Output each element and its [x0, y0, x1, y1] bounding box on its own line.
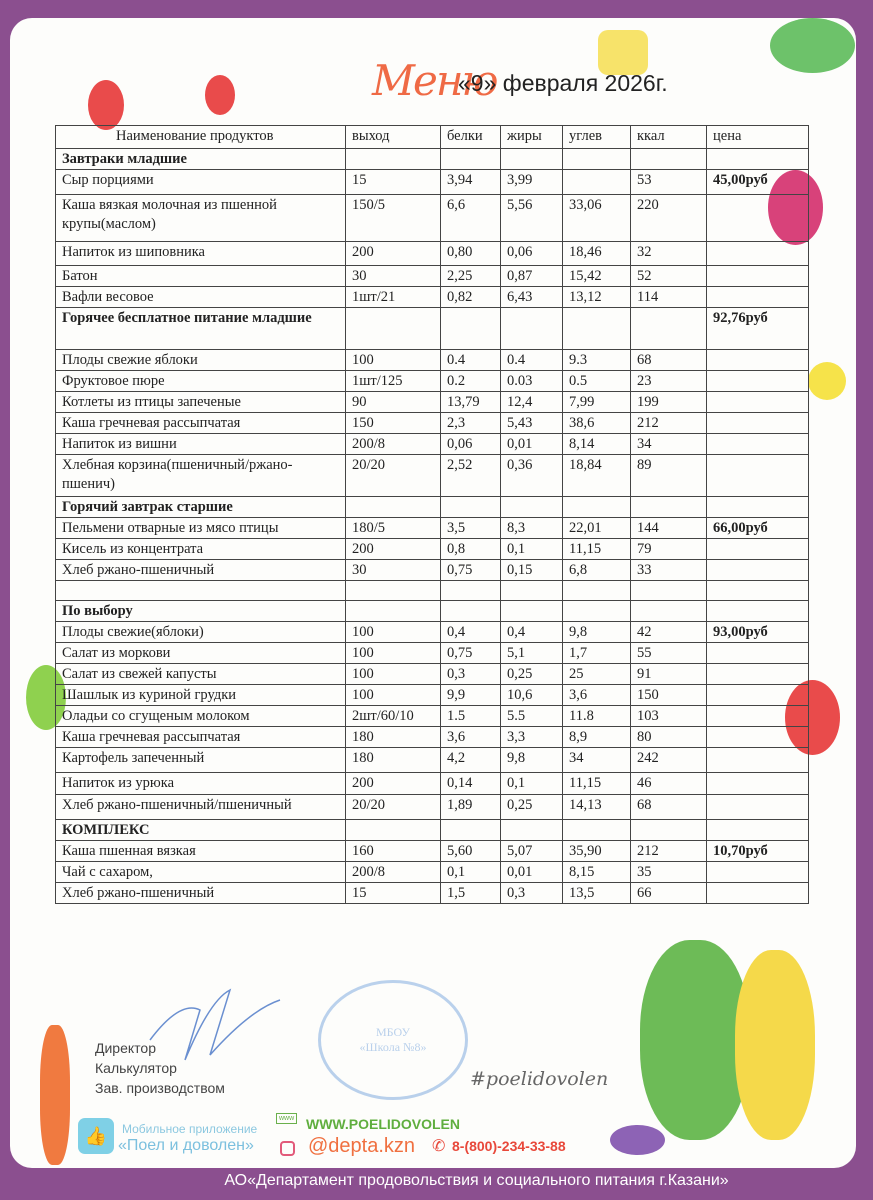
portion-cell: 100 — [346, 664, 441, 685]
fat-cell: 0,1 — [501, 773, 563, 795]
portion-cell: 100 — [346, 685, 441, 706]
price-cell: 66,00руб — [707, 518, 809, 539]
fat-cell: 0.4 — [501, 350, 563, 371]
kcal-cell — [631, 308, 707, 350]
price-cell — [707, 149, 809, 170]
fat-cell — [501, 820, 563, 841]
table-row — [56, 413, 809, 434]
kcal-cell — [631, 497, 707, 518]
protein-cell: 3,94 — [441, 170, 501, 195]
product-name-cell: Фруктовое пюре — [56, 371, 346, 392]
protein-cell: 3,5 — [441, 518, 501, 539]
portion-cell — [346, 149, 441, 170]
table-row — [56, 706, 809, 727]
table-row — [56, 643, 809, 664]
protein-cell: 1,5 — [441, 883, 501, 904]
fat-cell: 12,4 — [501, 392, 563, 413]
carbs-cell — [563, 308, 631, 350]
price-cell — [707, 434, 809, 455]
fat-cell: 0,06 — [501, 242, 563, 266]
fat-cell: 5,43 — [501, 413, 563, 434]
protein-cell: 0,82 — [441, 287, 501, 308]
banana-character-icon — [735, 950, 815, 1140]
phone-icon: ✆ — [432, 1138, 446, 1155]
product-name-cell: Плоды свежие(яблоки) — [56, 622, 346, 643]
price-cell — [707, 601, 809, 622]
fat-cell — [501, 601, 563, 622]
product-name-cell: Напиток из урюка — [56, 773, 346, 795]
column-header: белки — [441, 126, 501, 149]
kcal-cell: 55 — [631, 643, 707, 664]
table-row — [56, 664, 809, 685]
portion-cell: 30 — [346, 560, 441, 581]
kcal-cell: 66 — [631, 883, 707, 904]
carbs-cell: 7,99 — [563, 392, 631, 413]
price-cell — [707, 820, 809, 841]
carbs-cell — [563, 820, 631, 841]
portion-cell: 180/5 — [346, 518, 441, 539]
price-cell — [707, 862, 809, 883]
table-row — [56, 350, 809, 371]
tomato-character-icon — [88, 80, 124, 130]
fat-cell: 6,43 — [501, 287, 563, 308]
product-name-cell: Каша пшенная вязкая — [56, 841, 346, 862]
product-name-cell: По выбору — [56, 601, 346, 622]
fat-cell: 0,15 — [501, 560, 563, 581]
www-icon: www — [276, 1113, 297, 1124]
fat-cell — [501, 497, 563, 518]
kcal-cell: 103 — [631, 706, 707, 727]
kcal-cell: 34 — [631, 434, 707, 455]
fat-cell: 0,01 — [501, 862, 563, 883]
price-cell — [707, 560, 809, 581]
fat-cell — [501, 308, 563, 350]
product-name-cell: Завтраки младшие — [56, 149, 346, 170]
portion-cell: 15 — [346, 883, 441, 904]
protein-cell: 1.5 — [441, 706, 501, 727]
price-cell — [707, 413, 809, 434]
protein-cell: 3,6 — [441, 727, 501, 748]
price-cell — [707, 773, 809, 795]
calculator-label: Калькулятор — [95, 1060, 177, 1076]
fat-cell: 0,1 — [501, 539, 563, 560]
portion-cell: 180 — [346, 748, 441, 773]
portion-cell — [346, 601, 441, 622]
kcal-cell: 144 — [631, 518, 707, 539]
portion-cell: 30 — [346, 266, 441, 287]
head-production-label: Зав. производством — [95, 1080, 225, 1096]
portion-cell: 20/20 — [346, 795, 441, 820]
product-name-cell: КОМПЛЕКС — [56, 820, 346, 841]
portion-cell: 200 — [346, 539, 441, 560]
column-header: цена — [707, 126, 809, 149]
carbs-cell: 8,9 — [563, 727, 631, 748]
stamp-line: «Школа №8» — [359, 1040, 427, 1054]
carbs-cell — [563, 149, 631, 170]
table-row — [56, 539, 809, 560]
product-name-cell: Оладьи со сгущеным молоком — [56, 706, 346, 727]
kcal-cell: 33 — [631, 560, 707, 581]
protein-cell: 0,8 — [441, 539, 501, 560]
table-row — [56, 883, 809, 904]
protein-cell: 0,75 — [441, 643, 501, 664]
carbs-cell: 33,06 — [563, 195, 631, 242]
table-row — [56, 773, 809, 795]
price-cell — [707, 727, 809, 748]
tomato-character-icon — [205, 75, 235, 115]
kcal-cell: 79 — [631, 539, 707, 560]
carbs-cell: 11,15 — [563, 773, 631, 795]
protein-cell: 2,25 — [441, 266, 501, 287]
kcal-cell: 89 — [631, 455, 707, 497]
kcal-cell: 68 — [631, 350, 707, 371]
price-cell — [707, 266, 809, 287]
price-cell — [707, 795, 809, 820]
table-row — [56, 455, 809, 497]
protein-cell — [441, 149, 501, 170]
portion-cell: 100 — [346, 350, 441, 371]
section-row — [56, 497, 809, 518]
menu-table — [55, 125, 809, 904]
portion-cell: 150/5 — [346, 195, 441, 242]
protein-cell: 0,14 — [441, 773, 501, 795]
menu-title: Меню — [372, 56, 497, 105]
price-cell: 10,70руб — [707, 841, 809, 862]
price-cell — [707, 350, 809, 371]
table-row — [56, 170, 809, 195]
price-cell — [707, 497, 809, 518]
instagram-handle[interactable]: @depta.kzn — [308, 1135, 416, 1157]
fat-cell: 0,4 — [501, 622, 563, 643]
portion-cell: 1шт/21 — [346, 287, 441, 308]
price-cell — [707, 539, 809, 560]
carbs-cell: 13,5 — [563, 883, 631, 904]
table-row — [56, 560, 809, 581]
product-name-cell: Салат из свежей капусты — [56, 664, 346, 685]
product-name-cell: Хлеб ржано-пшеничный — [56, 560, 346, 581]
kcal-cell: 91 — [631, 664, 707, 685]
kcal-cell: 212 — [631, 841, 707, 862]
instagram-icon — [280, 1141, 295, 1156]
protein-cell — [441, 308, 501, 350]
product-name-cell: Горячий завтрак старшие — [56, 497, 346, 518]
table-row — [56, 287, 809, 308]
product-name-cell: Салат из моркови — [56, 643, 346, 664]
fat-cell: 5,1 — [501, 643, 563, 664]
carbs-cell — [563, 170, 631, 195]
portion-cell: 200/8 — [346, 434, 441, 455]
lettuce-icon — [770, 18, 855, 73]
product-name-cell: Котлеты из птицы запеченые — [56, 392, 346, 413]
portion-cell: 15 — [346, 170, 441, 195]
portion-cell — [346, 497, 441, 518]
product-name-cell: Чай с сахаром, — [56, 862, 346, 883]
menu-date: «9» февраля 2026г. — [458, 70, 668, 96]
protein-cell: 13,79 — [441, 392, 501, 413]
table-row — [56, 266, 809, 287]
kcal-cell: 114 — [631, 287, 707, 308]
portion-cell: 2шт/60/10 — [346, 706, 441, 727]
fat-cell: 0,25 — [501, 795, 563, 820]
carbs-cell: 15,42 — [563, 266, 631, 287]
app-icon: 👍 — [78, 1118, 114, 1154]
protein-cell: 0,80 — [441, 242, 501, 266]
price-cell — [707, 706, 809, 727]
carbs-cell: 11,15 — [563, 539, 631, 560]
carbs-cell: 8,14 — [563, 434, 631, 455]
product-name-cell: Кисель из концентрата — [56, 539, 346, 560]
fat-cell: 0,36 — [501, 455, 563, 497]
fat-cell: 5.5 — [501, 706, 563, 727]
carbs-cell: 11.8 — [563, 706, 631, 727]
product-name-cell: Напиток из вишни — [56, 434, 346, 455]
section-row — [56, 601, 809, 622]
broccoli-character-icon — [640, 940, 750, 1140]
table-row — [56, 195, 809, 242]
protein-cell — [441, 820, 501, 841]
product-name-cell: Каша вязкая молочная из пшенной крупы(маслом) — [56, 195, 346, 242]
carbs-cell: 6,8 — [563, 560, 631, 581]
kcal-cell — [631, 601, 707, 622]
stamp — [318, 980, 468, 1100]
product-name-cell: Каша гречневая рассыпчатая — [56, 413, 346, 434]
price-cell — [707, 392, 809, 413]
table-row — [56, 862, 809, 883]
stamp-line: МБОУ — [376, 1025, 410, 1039]
protein-cell — [441, 497, 501, 518]
price-cell — [707, 748, 809, 773]
portion-cell: 100 — [346, 643, 441, 664]
candy-icon — [610, 1125, 665, 1155]
product-name-cell — [56, 581, 346, 601]
table-row — [56, 685, 809, 706]
price-cell — [707, 581, 809, 601]
product-name-cell: Пельмени отварные из мясо птицы — [56, 518, 346, 539]
portion-cell: 200 — [346, 242, 441, 266]
kcal-cell — [631, 149, 707, 170]
product-name-cell: Картофель запеченный — [56, 748, 346, 773]
table-row — [56, 242, 809, 266]
product-name-cell: Хлеб ржано-пшеничный — [56, 883, 346, 904]
protein-cell: 1,89 — [441, 795, 501, 820]
carbs-cell: 34 — [563, 748, 631, 773]
protein-cell: 0,4 — [441, 622, 501, 643]
kcal-cell — [631, 820, 707, 841]
kcal-cell: 68 — [631, 795, 707, 820]
kcal-cell — [631, 581, 707, 601]
portion-cell — [346, 308, 441, 350]
table-row — [56, 392, 809, 413]
column-header: Наименование продуктов — [56, 126, 346, 149]
product-name-cell: Каша гречневая рассыпчатая — [56, 727, 346, 748]
carbs-cell: 14,13 — [563, 795, 631, 820]
protein-cell: 6,6 — [441, 195, 501, 242]
app-label: Мобильное приложение — [122, 1122, 258, 1136]
table-row — [56, 622, 809, 643]
fat-cell — [501, 581, 563, 601]
table-row — [56, 434, 809, 455]
kcal-cell: 46 — [631, 773, 707, 795]
table-row — [56, 748, 809, 773]
app-name: «Поел и доволен» — [118, 1137, 254, 1154]
carbs-cell: 1,7 — [563, 643, 631, 664]
kcal-cell: 242 — [631, 748, 707, 773]
carbs-cell: 0.5 — [563, 371, 631, 392]
portion-cell: 150 — [346, 413, 441, 434]
column-header: выход — [346, 126, 441, 149]
protein-cell: 0,06 — [441, 434, 501, 455]
fat-cell: 9,8 — [501, 748, 563, 773]
signature — [140, 980, 290, 1070]
carbs-cell: 18,84 — [563, 455, 631, 497]
table-row — [56, 371, 809, 392]
portion-cell: 200/8 — [346, 862, 441, 883]
table-row — [56, 841, 809, 862]
price-cell — [707, 287, 809, 308]
column-header: ккал — [631, 126, 707, 149]
protein-cell — [441, 581, 501, 601]
protein-cell: 2,52 — [441, 455, 501, 497]
kcal-cell: 199 — [631, 392, 707, 413]
fat-cell — [501, 149, 563, 170]
price-cell: 93,00руб — [707, 622, 809, 643]
carbs-cell: 3,6 — [563, 685, 631, 706]
product-name-cell: Батон — [56, 266, 346, 287]
table-row — [56, 727, 809, 748]
price-cell: 92,76руб — [707, 308, 809, 350]
price-cell — [707, 195, 809, 242]
fat-cell: 5,56 — [501, 195, 563, 242]
carbs-cell: 22,01 — [563, 518, 631, 539]
carbs-cell — [563, 497, 631, 518]
product-name-cell: Сыр порциями — [56, 170, 346, 195]
kcal-cell: 35 — [631, 862, 707, 883]
kcal-cell: 220 — [631, 195, 707, 242]
section-row — [56, 308, 809, 350]
kcal-cell: 53 — [631, 170, 707, 195]
protein-cell: 0.2 — [441, 371, 501, 392]
protein-cell: 0,75 — [441, 560, 501, 581]
hashtag: #poelidovolen — [470, 1068, 609, 1090]
fat-cell: 3,99 — [501, 170, 563, 195]
price-cell — [707, 664, 809, 685]
fat-cell: 0,87 — [501, 266, 563, 287]
carbs-cell: 9,8 — [563, 622, 631, 643]
product-name-cell: Напиток из шиповника — [56, 242, 346, 266]
price-cell: 45,00руб — [707, 170, 809, 195]
director-label: Директор — [95, 1040, 156, 1056]
kcal-cell: 212 — [631, 413, 707, 434]
protein-cell — [441, 601, 501, 622]
kcal-cell: 150 — [631, 685, 707, 706]
website-link[interactable]: WWW.POELIDOVOLEN — [306, 1116, 460, 1132]
fat-cell: 0.03 — [501, 371, 563, 392]
cheese-character-icon — [598, 30, 648, 75]
carbs-cell — [563, 581, 631, 601]
kcal-cell: 32 — [631, 242, 707, 266]
portion-cell: 160 — [346, 841, 441, 862]
phone-number[interactable]: 8-(800)-234-33-88 — [452, 1138, 566, 1154]
protein-cell: 0,1 — [441, 862, 501, 883]
section-row — [56, 149, 809, 170]
fat-cell: 8,3 — [501, 518, 563, 539]
table-row — [56, 518, 809, 539]
fat-cell: 3,3 — [501, 727, 563, 748]
carbs-cell: 18,46 — [563, 242, 631, 266]
product-name-cell: Плоды свежие яблоки — [56, 350, 346, 371]
column-header: углев — [563, 126, 631, 149]
portion-cell: 90 — [346, 392, 441, 413]
kcal-cell: 52 — [631, 266, 707, 287]
price-cell — [707, 242, 809, 266]
kcal-cell: 23 — [631, 371, 707, 392]
protein-cell: 9,9 — [441, 685, 501, 706]
protein-cell: 0,3 — [441, 664, 501, 685]
product-name-cell: Хлебная корзина(пшеничный/ржано-пшенич) — [56, 455, 346, 497]
product-name-cell: Шашлык из куриной грудки — [56, 685, 346, 706]
portion-cell: 200 — [346, 773, 441, 795]
fat-cell: 5,07 — [501, 841, 563, 862]
carbs-cell: 35,90 — [563, 841, 631, 862]
portion-cell — [346, 820, 441, 841]
protein-cell: 0.4 — [441, 350, 501, 371]
column-header: жиры — [501, 126, 563, 149]
kcal-cell: 42 — [631, 622, 707, 643]
product-name-cell: Горячее бесплатное питание младшие — [56, 308, 346, 350]
portion-cell: 20/20 — [346, 455, 441, 497]
smiley-icon — [808, 362, 846, 400]
protein-cell: 2,3 — [441, 413, 501, 434]
carbs-cell: 38,6 — [563, 413, 631, 434]
section-row — [56, 820, 809, 841]
kcal-cell: 80 — [631, 727, 707, 748]
portion-cell — [346, 581, 441, 601]
fat-cell: 0,3 — [501, 883, 563, 904]
fat-cell: 10,6 — [501, 685, 563, 706]
price-cell — [707, 685, 809, 706]
product-name-cell: Вафли весовое — [56, 287, 346, 308]
carbs-cell: 9.3 — [563, 350, 631, 371]
protein-cell: 4,2 — [441, 748, 501, 773]
portion-cell: 1шт/125 — [346, 371, 441, 392]
carbs-cell — [563, 601, 631, 622]
table-row — [56, 581, 809, 601]
portion-cell: 180 — [346, 727, 441, 748]
carbs-cell: 25 — [563, 664, 631, 685]
carbs-cell: 8,15 — [563, 862, 631, 883]
fat-cell: 0,01 — [501, 434, 563, 455]
price-cell — [707, 371, 809, 392]
price-cell — [707, 643, 809, 664]
product-name-cell: Хлеб ржано-пшеничный/пшеничный — [56, 795, 346, 820]
portion-cell: 100 — [346, 622, 441, 643]
table-row — [56, 795, 809, 820]
protein-cell: 5,60 — [441, 841, 501, 862]
carbs-cell: 13,12 — [563, 287, 631, 308]
fat-cell: 0,25 — [501, 664, 563, 685]
organization-name: АО«Департамент продовольствия и социального питания г.Казани» — [224, 1172, 729, 1189]
price-cell — [707, 455, 809, 497]
carrot-character-icon — [40, 1025, 70, 1165]
price-cell — [707, 883, 809, 904]
